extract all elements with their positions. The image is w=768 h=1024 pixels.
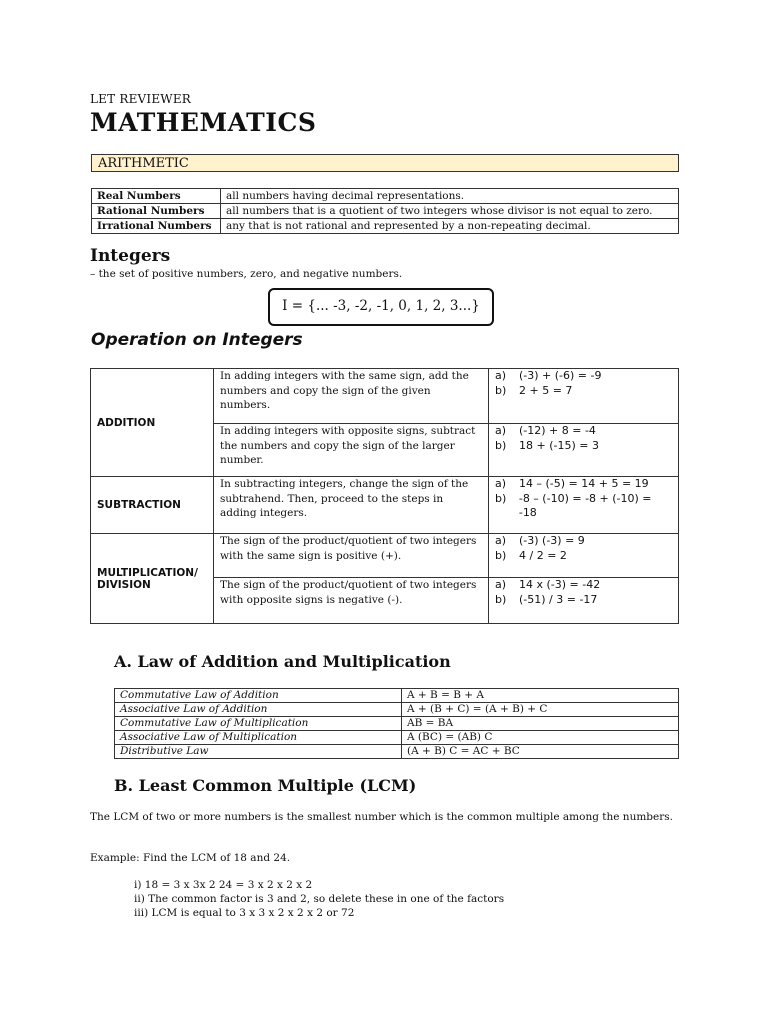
list-item: i) 18 = 3 x 3x 2 24 = 3 x 2 x 2 x 2: [134, 879, 313, 891]
example-label: b): [495, 491, 507, 505]
rule-cell: In adding integers with opposite signs, subtract the numbers and copy the sign of the larger number.: [214, 424, 489, 477]
law-name: Associative Law of Addition: [115, 703, 402, 717]
rule-cell: In subtracting integers, change the sign of the subtrahend. Then, proceed to the steps in adding integers.: [214, 477, 489, 534]
table-row: [115, 731, 679, 745]
example-cell: [489, 578, 679, 624]
list-item: ii) The common factor is 3 and 2, so delete these in one of the factors: [134, 893, 505, 905]
lcm-steps: [134, 878, 504, 920]
example-a: 14 – (-5) = 14 + 5 = 19: [519, 477, 649, 490]
example-label: b): [495, 383, 507, 397]
table-row: [115, 703, 679, 717]
integers-description: – the set of positive numbers, zero, and negative numbers.: [90, 268, 403, 280]
term-cell: Real Numbers: [92, 189, 221, 204]
law-name: Commutative Law of Addition: [115, 689, 402, 703]
laws-table: [114, 688, 679, 759]
law-name: Commutative Law of Multiplication: [115, 717, 402, 731]
law-name: Associative Law of Multiplication: [115, 731, 402, 745]
law-formula: AB = BA: [402, 717, 679, 731]
example-label: b): [495, 438, 507, 452]
table-row: [115, 689, 679, 703]
operations-table: [90, 368, 679, 624]
table-row: [92, 204, 679, 219]
term-cell: Rational Numbers: [92, 204, 221, 219]
example-a: (-12) + 8 = -4: [519, 424, 596, 437]
example-label: a): [495, 578, 507, 591]
law-formula: A + (B + C) = (A + B) + C: [402, 703, 679, 717]
section-banner: ARITHMETIC: [91, 154, 679, 172]
list-item: iii) LCM is equal to 3 x 3 x 2 x 2 x 2 or 72: [134, 907, 355, 919]
rule-cell: The sign of the product/quotient of two integers with the same sign is positive (+).: [214, 534, 489, 578]
example-a: 14 x (-3) = -42: [519, 578, 601, 591]
example-cell: [489, 424, 679, 477]
example-label: a): [495, 369, 507, 382]
example-b: 2 + 5 = 7: [519, 383, 573, 397]
integers-heading: Integers: [90, 246, 171, 266]
definition-cell: any that is not rational and represented by a non-repeating decimal.: [221, 219, 679, 234]
term-cell: Irrational Numbers: [92, 219, 221, 234]
table-row: [92, 189, 679, 204]
example-cell: [489, 369, 679, 424]
rule-cell: In adding integers with the same sign, add the numbers and copy the sign of the given numbers.: [214, 369, 489, 424]
table-row: [115, 717, 679, 731]
operation-label: MULTIPLICATION/ DIVISION: [91, 534, 214, 624]
example-b: 4 / 2 = 2: [519, 548, 567, 562]
example-b: -8 – (-10) = -8 + (-10) = -18: [518, 491, 652, 519]
example-b: (-51) / 3 = -17: [519, 592, 598, 606]
law-formula: A + B = B + A: [402, 689, 679, 703]
law-formula: (A + B) C = AC + BC: [402, 745, 679, 759]
operations-heading: Operation on Integers: [91, 330, 303, 350]
law-formula: A (BC) = (AB) C: [402, 731, 679, 745]
example-cell: [489, 477, 679, 534]
example-label: a): [495, 534, 507, 547]
table-row: [92, 219, 679, 234]
definition-cell: all numbers that is a quotient of two integers whose divisor is not equal to zero.: [221, 204, 679, 219]
example-label: a): [495, 424, 507, 437]
lcm-heading: B. Least Common Multiple (LCM): [114, 776, 417, 795]
law-name: Distributive Law: [115, 745, 402, 759]
page-title: MATHEMATICS: [90, 108, 317, 137]
rule-cell: The sign of the product/quotient of two integers with opposite signs is negative (-).: [214, 578, 489, 624]
lcm-example: Example: Find the LCM of 18 and 24.: [90, 852, 291, 864]
example-b: 18 + (-15) = 3: [519, 438, 599, 452]
operation-label: ADDITION: [91, 369, 214, 477]
operation-label: SUBTRACTION: [91, 477, 214, 534]
table-row: [91, 369, 679, 424]
definition-cell: all numbers having decimal representations.: [221, 189, 679, 204]
integer-set-box: I = {... -3, -2, -1, 0, 1, 2, 3...}: [268, 288, 494, 326]
reviewer-kicker: LET REVIEWER: [90, 92, 192, 106]
example-label: b): [495, 548, 507, 562]
number-definitions-table: [91, 188, 679, 234]
example-label: a): [495, 477, 507, 490]
table-row: [91, 477, 679, 534]
example-a: (-3) + (-6) = -9: [519, 369, 602, 382]
example-label: b): [495, 592, 507, 606]
lcm-definition: The LCM of two or more numbers is the smallest number which is the common multiple among the numbers.: [90, 811, 673, 823]
example-cell: [489, 534, 679, 578]
laws-heading: A. Law of Addition and Multiplication: [114, 652, 451, 671]
table-row: [91, 534, 679, 578]
example-a: (-3) (-3) = 9: [519, 534, 585, 547]
table-row: [115, 745, 679, 759]
